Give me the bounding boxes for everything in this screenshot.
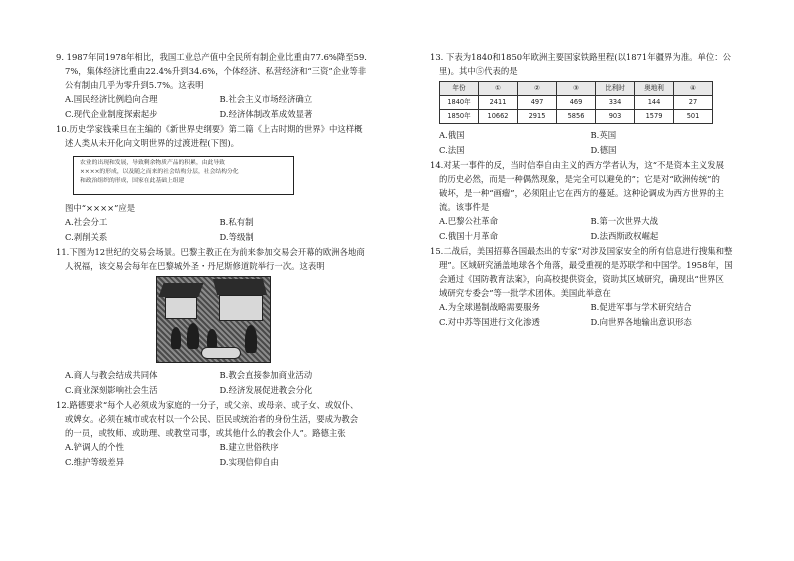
options — [430, 214, 742, 244]
question-text: 13. 下表为1840和1850年欧洲主要国家铁路里程(以1871年疆界为准。单位：公 — [430, 52, 731, 62]
table-cell: 1840年 — [440, 96, 479, 110]
question-text: 域研究专委会”等一批学术团体。美国此举意在 — [439, 288, 611, 298]
option-c[interactable]: C.现代企业制度探索起步 — [65, 109, 158, 119]
question-12 — [56, 398, 374, 470]
question-text: 人祝福，该交易会每年在巴黎城外圣・丹尼斯修道院举行一次。这表明 — [65, 261, 325, 271]
question-text: 10.历史学家钱乘旦在主编的《新世界史纲要》第二篇《上古时期的世界》中这样概 — [56, 124, 363, 134]
option-b[interactable]: B.教会直接参加商业活动 — [219, 370, 313, 380]
figure-text: 农业的出现和发展，导致剩余物质产品的积累，由此导致 — [80, 160, 225, 166]
option-b[interactable]: B.英国 — [590, 130, 617, 140]
option-d[interactable]: D.实现信仰自由 — [219, 457, 279, 467]
table-cell: 27 — [674, 96, 713, 110]
table-header-cell: ④ — [674, 82, 713, 96]
question-text: 的历史必然，而是一种偶然现象，是完全可以避免的”；它是对“欧洲传统”的 — [439, 174, 720, 184]
question-text: 理”。区域研究涵盖地球各个角落，最受重视的是苏联学和中国学。1958年，国 — [439, 260, 733, 270]
table-cell: 903 — [596, 110, 635, 124]
table-cell: 501 — [674, 110, 713, 124]
option-d[interactable]: D.等级制 — [219, 232, 254, 242]
question-text: 11.下图为12世纪的交易会场景。巴黎主教正在为前来参加交易会开幕的欧洲各地商 — [56, 247, 365, 257]
option-b[interactable]: B.第一次世界大战 — [590, 216, 658, 226]
table-cell: 5856 — [557, 110, 596, 124]
option-d[interactable]: D.向世界各地输出意识形态 — [590, 317, 692, 327]
question-text: 15.二战后，美国招募各国最杰出的专家“对涉及国家安全的所有信息进行搜集和整 — [430, 246, 733, 256]
option-a[interactable]: A.俄国 — [439, 130, 465, 140]
table-row — [440, 110, 713, 124]
options — [430, 128, 742, 158]
table-header-cell: ③ — [557, 82, 596, 96]
option-c[interactable]: C.商业深刻影响社会生活 — [65, 385, 158, 395]
question-11 — [56, 245, 374, 398]
table-header-cell: 奥地利 — [635, 82, 674, 96]
medieval-fair-illustration — [156, 276, 271, 363]
figure-text: 和政治组织的形成，国家在此基础上组建 — [80, 178, 185, 184]
question-14 — [430, 158, 742, 244]
table-cell: 2411 — [479, 96, 518, 110]
railway-mileage-table — [439, 81, 713, 124]
right-column — [430, 50, 742, 330]
question-13 — [430, 50, 742, 158]
question-text: 流。该事件是 — [439, 202, 490, 212]
source-figure-box — [73, 156, 294, 195]
table-cell: 1579 — [635, 110, 674, 124]
table-header-cell: ① — [479, 82, 518, 96]
table-row — [440, 96, 713, 110]
option-a[interactable]: A.铲调人的个性 — [65, 442, 124, 452]
question-text: 12.路德要求“每个人必须成为家庭的一分子，或父亲、或母亲、或子女、或奴仆、 — [56, 400, 359, 410]
table-cell: 10662 — [479, 110, 518, 124]
question-text: 述人类从未开化向文明世界的过渡进程(下图)。 — [65, 138, 240, 148]
options — [56, 215, 374, 245]
question-text: 7%，集体经济比重由22.4%升到34.6%，个体经济、私营经济和“三资”企业等非 — [65, 66, 367, 76]
question-text: 里)。其中⑤代表的是 — [439, 66, 518, 76]
question-text: 会通过《国防教育法案》，向高校提供资金，资助其区域研究，确现出“世界区 — [439, 274, 724, 284]
table-header-cell: 年份 — [440, 82, 479, 96]
option-b[interactable]: B.私有制 — [219, 217, 254, 227]
table-cell: 144 — [635, 96, 674, 110]
option-b[interactable]: B.促进军事与学术研究结合 — [590, 302, 692, 312]
left-column — [56, 50, 374, 470]
table-cell: 334 — [596, 96, 635, 110]
option-d[interactable]: D.经济体制改革成效显著 — [219, 109, 313, 119]
options — [56, 92, 374, 122]
table-cell: 1850年 — [440, 110, 479, 124]
option-b[interactable]: B.建立世俗秩序 — [219, 442, 279, 452]
question-text: 14.对某一事件的反，当时信奉自由主义的西方学者认为，这“不是资本主义发展 — [430, 160, 724, 170]
option-a[interactable]: A.商人与教会结成共同体 — [65, 370, 158, 380]
option-d[interactable]: D.法西斯政权崛起 — [590, 231, 659, 241]
option-c[interactable]: C.对中苏等国进行文化渗透 — [439, 317, 540, 327]
question-text: 或婢女。必须在城市或农村以一个公民、臣民或统治者的身份生活，要成为教会 — [65, 414, 359, 424]
table-cell: 2915 — [518, 110, 557, 124]
question-text: 破坏，是一种“画瘤”，必须阻止它在西方的蔓延。这种论调成为西方世界的主 — [439, 188, 724, 198]
option-c[interactable]: C.法国 — [439, 145, 465, 155]
options — [56, 440, 374, 470]
option-c[interactable]: C.剥削关系 — [65, 232, 108, 242]
table-cell: 469 — [557, 96, 596, 110]
table-cell: 497 — [518, 96, 557, 110]
option-a[interactable]: A.为全球遏制战略需要服务 — [439, 302, 540, 312]
question-9 — [56, 50, 374, 122]
table-header-cell: 比利时 — [596, 82, 635, 96]
question-prompt: 图中“××××”应是 — [65, 203, 136, 213]
options — [430, 300, 742, 330]
question-text: 公有制由几乎为零升到5.7%。这表明 — [65, 80, 204, 90]
question-text: 的一员，或牧师、或助理、或教堂司事，或其他什么的教会仆人”。路德主张 — [65, 428, 346, 438]
option-c[interactable]: C.俄国十月革命 — [439, 231, 499, 241]
option-d[interactable]: D.经济发展促进教会分化 — [219, 385, 313, 395]
question-text: 9. 1987年同1978年相比，我国工业总产值中全民所有制企业比重由77.6%降至59. — [56, 52, 367, 62]
option-a[interactable]: A.巴黎公社革命 — [439, 216, 498, 226]
option-a[interactable]: A.国民经济比例趋向合理 — [65, 94, 158, 104]
question-15 — [430, 244, 742, 330]
option-c[interactable]: C.维护等级差异 — [65, 457, 125, 467]
option-a[interactable]: A.社会分工 — [65, 217, 108, 227]
options — [56, 368, 374, 398]
option-b[interactable]: B.社会主义市场经济确立 — [219, 94, 313, 104]
option-d[interactable]: D.德国 — [590, 145, 617, 155]
figure-text: ××××的形成，以及随之而来的社会结构分层，社会结构分化 — [80, 169, 239, 175]
table-header-row — [440, 82, 713, 96]
table-header-cell: ② — [518, 82, 557, 96]
question-10 — [56, 122, 374, 245]
